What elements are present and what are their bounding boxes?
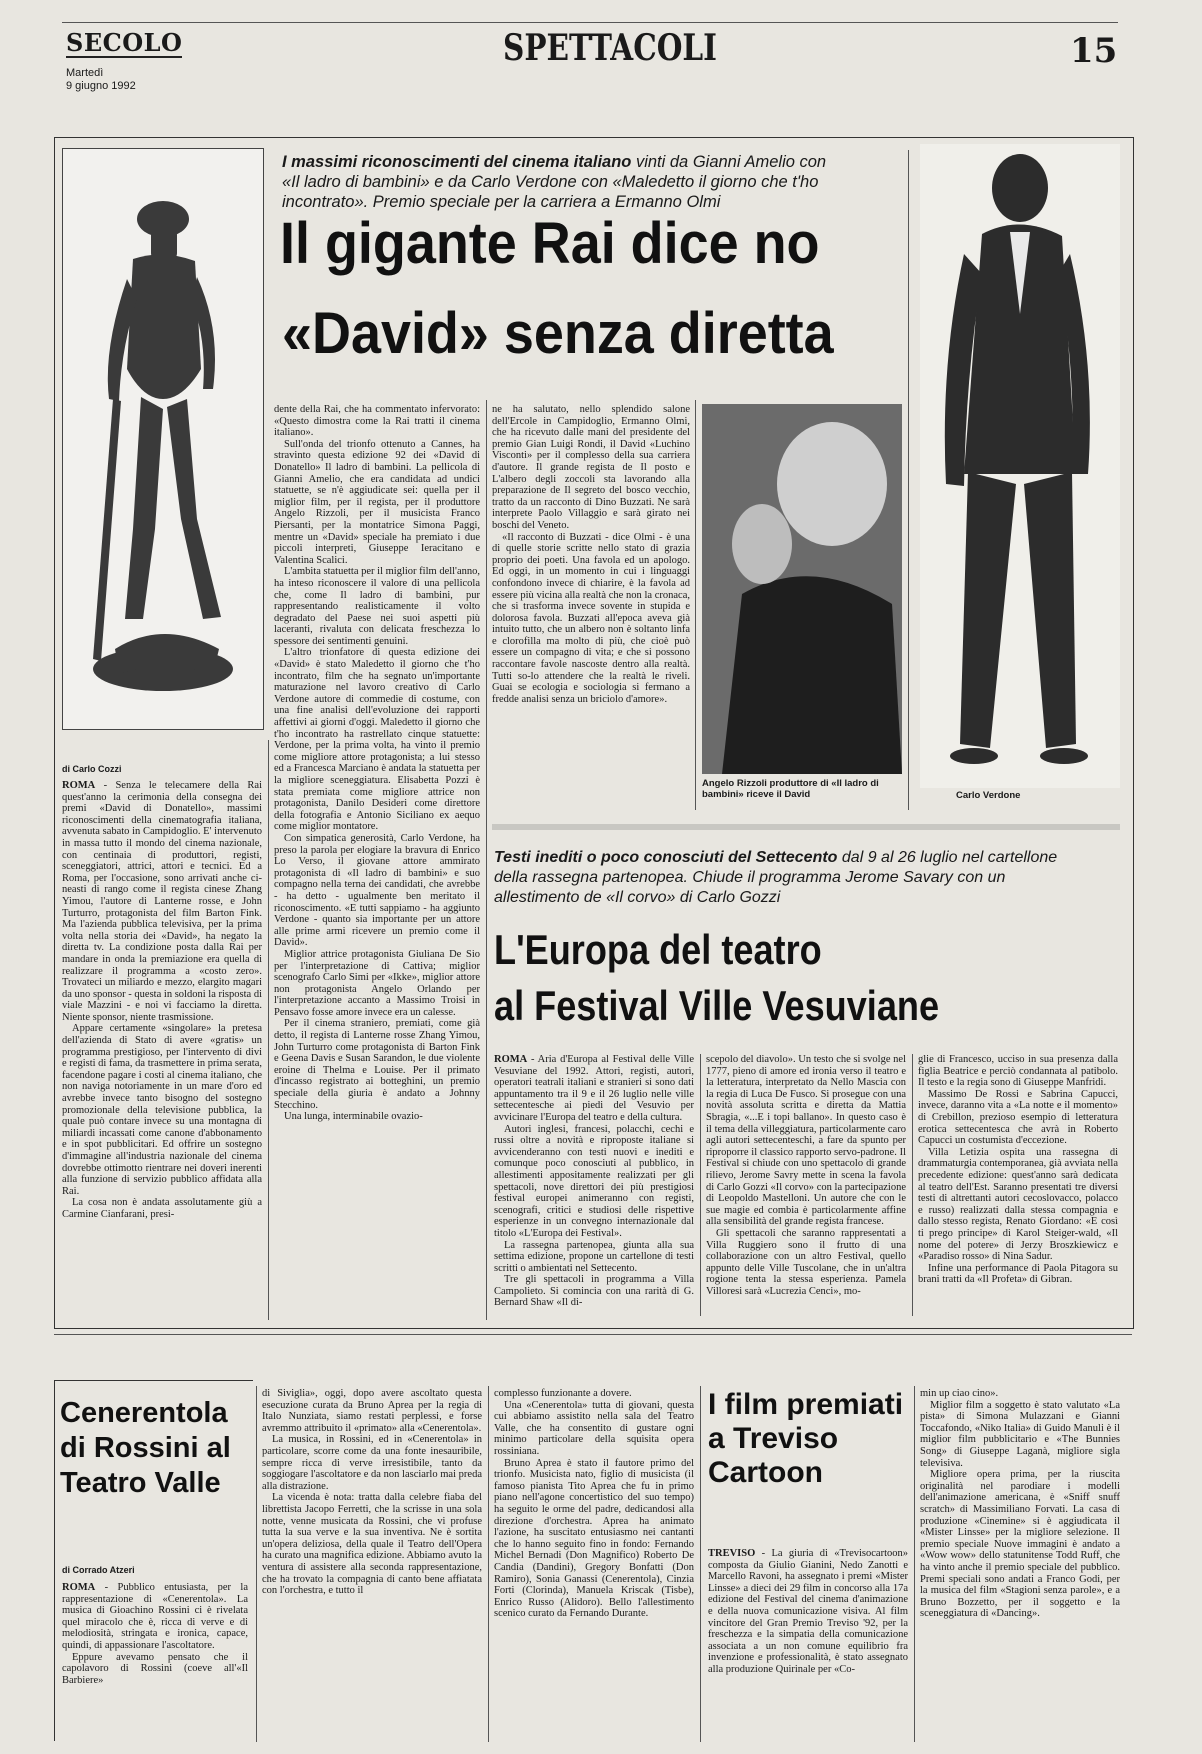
rizzoli-figure [702,404,902,774]
cenerentola-col2-p3: La vicenda è nota: tratta dalla celebre fiaba del librettista Jacopo Ferretti, che la scrisse in una sola notte, venne musicata da Rossini, che vi profuse tutta la sua verve e la sua inventiva. Ne è sortita un'opera deliziosa, della quale il Teatro dell'Opera ha curato una magnifica edizione. Abbiamo avuto la ventura di assistere alla seconda rappresentazione, che ha trovato la compagnia di canto bene affiatata con l'orchestra, e tutto il [262,1492,482,1597]
cenerentola-lead-place: ROMA [62,1582,96,1593]
main-headline-line1: Il gigante Rai dice no [280,211,820,276]
main-col-1 [62,780,262,1316]
treviso-lead-place: TREVISO [708,1548,756,1559]
angelo-rizzoli-photo [702,404,902,774]
theatre-col1-p3: La rassegna partenopea, giunta alla sua settima edizione, propone un cartellone di testi scritti o ambientati nel Settecento. [494,1239,694,1274]
main-col2-p4: L'altro trionfatore di questa edizione dei «David» è stato Maledetto il giorno che t'ho incontrato, film che ha segnato un'importante maturazione nel lavoro creativo di Carlo Verdone autore di commedie di costume, con una fine analisi dell'evoluzione dei rapporti affettivi ai giorni d'oggi. Maledetto il giorno che t'ho incontrato ha rastrellato cinque statuette: Verdone, per la prima volta, ha vinto il premio come migliore attore protagonista; a lui stesso ed a Francesca Marciano è andata la statuetta per la migliore sceneggiatura. Elisabetta Pozzi è stata premiata come migliore attrice non protagonista, Danilo Desideri come direttore della fotografia e Antonio Siciliano ex aequo come miglior montatore. [274,647,480,833]
rizzoli-photo-caption: Angelo Rizzoli produttore di «Il ladro di bambini» riceve il David [702,778,879,800]
cenerentola-col2-p2: La musica, in Rossini, ed in «Cenerentola» in particolare, scorre come da una fonte inesauribile, sempre ricca di verve irresistibile, tanto da soggiogare l'ascoltatore e da non lasciarlo mai preda alla distrazione. [262,1434,482,1492]
col-rule-1 [268,740,269,1320]
theatre-col2-p2: Gli spettacoli che saranno rappresentati a Villa Ruggiero sono il frutto di una collaborazione con un altro Festival, quello appunto delle Ville Tuscolane, che in un'altra rogione tenta la stessa esperienza. Pamela Villoresi sarà «Lucrezia Cenci», mo- [706,1227,906,1297]
treviso-col-1 [708,1548,908,1742]
theatre-kicker-text: dal 9 al 26 luglio nel cartellone della rassegna partenopea. Chiude il programma Jerome Savary con un allestimento de «Il corvo» di Carlo Gozzi [494,849,1058,906]
theatre-col-2 [706,1054,906,1316]
cenerentola-col2-p1: di Siviglia», oggi, dopo avere ascoltato questa esecuzione curata da Bruno Aprea per la regia di Italo Nunziata, siamo restati perplessi, e forse avremmo attribuito il «primato» alla «Cenerentola». [262,1388,482,1434]
main-col3-p1: ne ha salutato, nello splendido salone dell'Ercole in Campidoglio, Ermanno Olmi, che ha ricevuto dalle mani del presidente del premio Gian Luigi Rondi, il David «Luchino Visconti» per il complesso della sua carriera d'autore. Il grande regista de Il posto e L'albero degli zoccoli sta lavorando alla preparazione de Il segreto del bosco vecchio, tratto da un racconto di Dino Buzzati. Ne sarà interprete Paolo Villaggio e sarà girato nei boschi del Veneto. [492,404,690,531]
main-col2-p3: L'ambita statuetta per il miglior film dell'anno, ha inteso riconoscere il valore di una pellicola che, come Il ladro di bambini, pur rappresentando realisticamente il volto degradato del Paese nei suoi aspetti più laceranti, rivaluta con delicata freschezza lo spessore dei sentimenti genuini. [274,566,480,647]
theatre-col1-p2: Autori inglesi, francesi, polacchi, cechi e russi oltre a novità e riproposte italiane si avvicenderanno con testi nuovi e inediti e comunque poco conosciuti al pubblico, in allestimenti appositamente realizzati per gli spettacoli, nove direttori dei più prestigiosi festival europei animeranno con registi, scenografi, critici e studiosi delle rispettive esperienze in un convegno internazionale dal titolo «L'Europa dei Festival». [494,1123,694,1239]
col-rule-3 [695,400,696,810]
section-title: SPETTACOLI [503,27,717,69]
theatre-col-3 [918,1054,1118,1316]
theatre-col1-p1: - Aria d'Europa al Festival delle Ville Vesuviane del 1992. Attori, registi, autori, operatori teatrali italiani e stranieri si sono dati appuntamento tra il 9 e il 26 luglio nelle ville settecentesche ai piedi del Vesuvio per avvicinare l'Europa del teatro e della cultura. [494,1054,694,1123]
page-number: 15 [1070,31,1118,71]
theatre-lead-place: ROMA [494,1054,528,1065]
main-col2-p6: Miglior attrice protagonista Giuliana De Sio per l'interpretazione di Cattiva; miglior scenografo Carlo Simi per «Ikke», miglior attore non protagonista Angelo Orlando per l'interpretazione accanto a Massimo Troisi in Pensavo fosse amore invece era un calesse. [274,948,480,1018]
theatre-rule-1 [700,1054,701,1316]
treviso-col-2 [920,1388,1120,1742]
main-col2-p8: Una lunga, interminabile ovazio- [284,1111,423,1123]
cenerentola-col3-p1: complesso funzionante a dovere. [494,1388,632,1399]
treviso-headline: I film premiati a Treviso Cartoon [708,1388,904,1489]
theatre-headline-line1: L'Europa del teatro [494,926,822,973]
main-col-3 [492,404,690,808]
cenerentola-rule-1 [256,1386,257,1742]
cenerentola-rule-2 [488,1386,489,1742]
cenerentola-byline: di Corrado Atzeri [62,1565,135,1575]
col-rule-4 [908,150,909,810]
newspaper-name: SECOLO [66,28,183,57]
cenerentola-col-3 [494,1388,694,1742]
main-byline: di Carlo Cozzi [62,764,122,774]
treviso-rule-left [700,1386,701,1742]
treviso-col2-p2: Miglior film a soggetto è stato valutato «La pista» di Simona Mulazzani e Gianni Toccafondo, «Niko Italia» di Guido Manuli è il miglior film pubblicitario e «The Bunnies Song» di Giuseppe Laganà, migliore sigla televisiva. [920,1399,1120,1469]
theatre-col1-p4: Tre gli spettacoli in programma a Villa Campolieto. Si comincia con una rarità di G. Bernard Shaw «Il di- [494,1274,694,1309]
verdone-photo-caption: Carlo Verdone [956,790,1021,801]
bottom-separator [54,1334,1132,1335]
main-kicker-text: vinti da Gianni Amelio con «Il ladro di bambini» e da Carlo Verdone con «Maledetto il giorno che t'ho incontrato». Premio speciale per la carriera a Ermanno Olmi [282,153,827,211]
treviso-col2-p1: min up ciao cino». [920,1388,999,1399]
main-lead-place: ROMA [62,780,96,791]
david-statue-photo [62,148,264,730]
cenerentola-col1-p1: - Pubblico entusiasta, per la rappresentazione di «Cenerentola». La musica di Gioachino Rossini ci è rivelata quel miracolo che è, ricca di verve e di melodiosità, stringata e ironica, capace, quindi, di appassionare l'ascoltatore. [62,1582,248,1651]
cenerentola-col-1 [62,1582,248,1742]
main-col-2 [274,404,480,1316]
main-col1-p1: - Senza le telecamere della Rai quest'anno la cerimonia della consegna dei premi «David di Donatello», massimi riconoscimenti della cinematografia italiana, avvenuta sabato in Campidoglio. E' intervenuto in massa tutto il mondo del cinema nazionale, con centinaia di produttori, registi, sceneggiatori, attrici, attori e tecnici. Ed a Roma, per l'occasione, sono arrivati anche ci-neasti di rango come il regista cinese Zhang Yimou, l'autore di Lanterne rosse, e John Turturro, protagonista del film Barton Fink. Ma l'azienda pubblica televisiva, per la prima volta nella storia dei «David», ha negato la diretta tv. La condizione posta dalla Rai per mandare in onda la premiazione era quella di realizzare il programma a «costo zero». Trovateci un miliardo e mezzo, elargito magari da uno sponsor - questa in soldoni la risposta di viale Mazzini - e noi vi facciamo la diretta. Niente sponsor, niente trasmissione. [62,780,262,1023]
theatre-col3-p4: Infine una performance di Paola Pitagora su brani tratti da «Il Profeta» di Gibran. [918,1262,1118,1286]
mid-separator [492,824,1120,830]
theatre-kicker-lead: Testi inediti o poco conosciuti del Settecento [494,849,838,866]
treviso-col2-p3: Migliore opera prima, per la riuscita originalità nel parodiare i modelli dell'animazione americana, è «Sniff snuff scratch» di Massimiliano Forvati. La casa di produzione «Cinemine» si è aggiudicata il «Mister Linsse» per la migliore selezione. Il premio speciale Nuove immagini è andato a «Wow wow» dello statunitense Todd Ruff, che ha vinto anche il premio speciale del pubblico. Premi speciali sono andati a Franco Godi, per la musica del film «Stagioni senza parole», e a Bruno Bozzetto, per il soggetto e la sceneggiatura di «Dancing». [920,1469,1120,1620]
treviso-rule-mid [914,1386,915,1742]
carlo-verdone-figure [920,144,1120,788]
carlo-verdone-photo [920,144,1120,788]
top-rule [62,22,1118,23]
theatre-col3-p3: Villa Letizia ospita una rassegna di drammaturgia contemporanea, già avviata nella precedente edizione: quest'anno sarà dedicata al teatro dell'Est. Saranno presentati tre diversi testi di altrettanti autori cecoslovacco, polacco e russo) realizzati dalla stessa compagnia e dallo stesso regista, Renato Giordano: «E così ti prego principe» di Karol Steiger-wald, «Il nome del potere» di Jerzy Broszkiewicz e «Paradiso rosso» di Nina Sadur. [918,1146,1118,1263]
issue-full-date: 9 giugno 1992 [66,80,136,92]
main-kicker [282,152,832,212]
theatre-col3-p2: Massimo De Rossi e Sabrina Capucci, invece, daranno vita a «La notte e il momento» di Crebillon, prezioso esempio di letteratura erotica settecentesca che avrà in Roberto Capucci un costumista d'eccezione. [918,1088,1118,1147]
theatre-col-1 [494,1054,694,1316]
issue-date [66,67,186,93]
main-col2-p2: Sull'onda del trionfo ottenuto a Cannes, ha stravinto questa edizione 92 dei «David di Donatello» Il ladro di bambini. La pellicola di Gianni Amelio, che era candidata ad undici statuette, se n'è aggiudicate sei: quella per il miglior film, per il regista, per il produttore Angelo Rizzoli, per il musicista Franco Piersanti, per la montatrice Simona Paggi, mentre un «David» speciale ha premiato i due piccoli interpreti, Giuseppe Ieracitano e Valentina Scalici. [274,438,480,566]
main-col3-p2: «Il racconto di Buzzati - dice Olmi - è una di quelle storie scritte nello stato di grazia proprio dei poeti. Una favola ed un apologo. Ed oggi, in un momento in cui i linguaggi confondono invece di chiarire, è la favola ad essere più vicina alla realtà che non la cronaca, che si trasforma invece sovente in stupida e dolorosa favola. Buzzati all'epoca aveva già intuito tutto, che un albero non è soltanto linfa e clorofilla ma molto di più, che cioè può essere un compagno di vita; e che si possono raccontare favole nascoste dentro alla realtà. Tutti so-lo attendere che la realtà le riveli. Guai se ecologia e sociologia si fermano a fredde analisi senza un briciolo d'amore». [492,531,690,705]
cenerentola-col-2 [262,1388,482,1742]
main-col2-p5: Con simpatica generosità, Carlo Verdone, ha preso la parola per elogiare la bravura di Enrico Lo Verso, il giovane attore ammirato protagonista di «Il ladro di bambini» e suo compagno nella terna dei candidati, che avrebbe - ha detto - ugualmente ben meritato il riconoscimento. «E tutti sappiamo - ha aggiunto Verdone - quanto sia importante per un attore alle prime armi ricevere un premio come il David». [274,832,480,949]
theatre-rule-2 [912,1054,913,1316]
theatre-headline-line2: al Festival Ville Vesuviane [494,982,940,1029]
main-col1-p3: La cosa non è andata assolutamente giù a Carmine Cianfarani, presi- [62,1197,262,1220]
cenerentola-col3-p2: Una «Cenerentola» tutta di giovani, questa cui abbiamo assistito nella sala del Teatro Valle, che ha consentito di gustare ogni minimo particolare della squisita opera rossiniana. [494,1399,694,1457]
theatre-kicker [494,848,1094,908]
main-col1-p2: Appare certamente «singolare» la pretesa dell'azienda di Stato di avere «gratis» un programma prestigioso, per l'intervento di divi e registi di fama, da trasmettere in prima serata, facendone pagare i costi al cinema italiano, che non naviga notoriamente in un mare d'oro ed avrebbe invece tanto bisogno del sostegno promozionale della televisione pubblica, la quale può contare invece su una montagna di miliardi incassati come canone d'abbonamento e in spot pubblicitari. Ed offrire un sostegno d'immagine all'industria nazionale del cinema dovrebbe ottimotto rientrare nei doveri inerenti alla funzione di servizio pubblico affidata alla Rai. [62,1023,262,1197]
col-rule-2 [486,400,487,1320]
main-col2-p7: Per il cinema straniero, premiati, come già detto, il regista di Lanterne rosse Zhang Yimou, John Turturro come protagonista di Barton Fink e Geena Davis e Susan Sarandon, le due violente eroine di Thelma e Louise. Per il primato d'incasso registrato ai botteghini, un premio speciale della giuria è andato a Johnny Stecchino. [274,1018,480,1111]
main-kicker-lead: I massimi riconoscimenti del cinema italiano [282,153,632,171]
main-col2-p1: dente della Rai, che ha commentato infervorato: «Questo dimostra come la Rai tratti il cinema italiano». [274,404,480,439]
cenerentola-col3-p3: Bruno Aprea è stato il fautore primo del trionfo. Musicista nato, figlio di musicista (il famoso pianista Tito Aprea che fu in primo piano nell'agone concertistico del suo tempo) ha seguito le orme del padre, dedicandosi alla direzione d'orchestra. Aprea ha animato l'azione, ha suscitato entusiasmo nei cantanti che lo hanno seguito fino in fondo: Fernando Michel Bernadi (Don Magnifico) Roberto De Candia (Dandini), Gregory Bonfatti (Don Ramiro), Sonia Ganassi (Cenerentola), Cinzia Forti (Clorinda), Manuela Kriscak (Tisbe), Enrico Russo (Alidoro). Bello l'allestimento scenico curato da Fernando Durante. [494,1457,694,1620]
cenerentola-headline: Cenerentola di Rossini al Teatro Valle [60,1397,231,1499]
issue-day: Martedì [66,67,104,79]
treviso-col1-p1: - La giuria di «Trevisocartoon» composta da Giulio Gianini, Nedo Zanotti e Marcello Ravoni, ha assegnato i premi «Mister Linsse» a dieci dei 29 film in concorso alla 17a edizione del Festival del cinema d'animazione e della nuova comunicazione visiva. Al film vincitore del Gran Premio Treviso '92, per la freschezza e la simpatia della comunicazione associata a un non comune equilibrio fra invenzione e professionalità, è stato assegnato alla produzione Quirinale per «Co- [708,1548,908,1675]
cenerentola-col1-p2: Eppure avevamo pensato che il capolavoro di Rossini (coeve all'«Il Barbiere» [62,1651,248,1686]
main-headline-line2: «David» senza diretta [282,301,834,366]
theatre-col3-p1: glie di Francesco, ucciso in sua presenza dalla figlia Beatrice e perciò condannata al patibolo. Il testo e la regia sono di Giuseppe Manfridi. [918,1054,1118,1089]
theatre-col2-p1: scepolo del diavolo». Un testo che si svolge nel 1777, pieno di amore ed ironia verso il teatro e la letteratura, interpretato da Nello Mascia con la regia di Luca De Fusco. Si prosegue con una novità assoluta scritta e diretta da Mattia Sbragia, «...E i topi ballano». In questo caso è il tema della villeggiatura, particolarmente caro agli autori settecenteschi, a fare da spunto per riproporre il classico rapporto servo-padrone. Il Festival si chiude con uno spettacolo di grande rilievo, Jerome Savry mette in scena la favola di Carlo Gozzi «Il corvo» con la partecipazione di Leopoldo Mastelloni. Un autore che con le sue magie ed combia è particolarmente affine alla sensibilità del grande regista francese. [706,1054,906,1228]
david-statue-illustration [63,149,263,729]
